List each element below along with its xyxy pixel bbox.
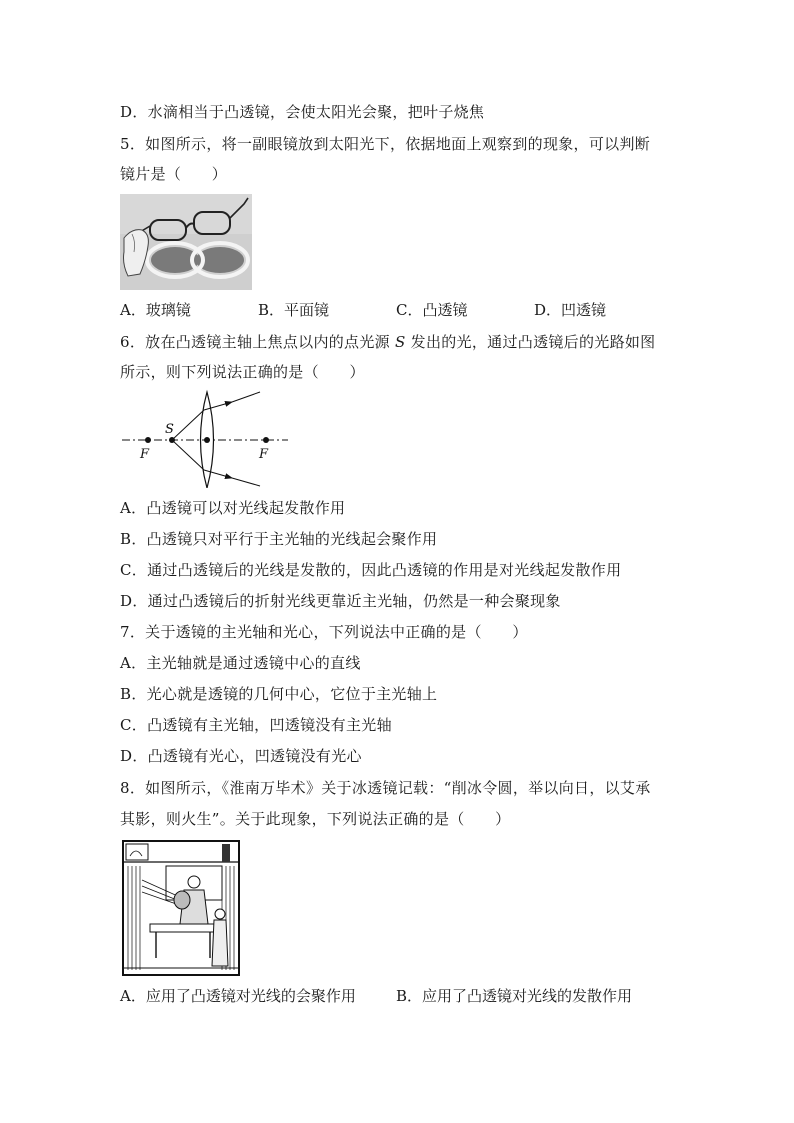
q8-stem-line1: 8．如图所示，《淮南万毕术》关于冰透镜记载：“削冰令圆，举以向日，以艾承 xyxy=(120,779,651,797)
q6-label-f-left: F xyxy=(140,447,150,462)
q8-ancient-illustration xyxy=(122,840,240,976)
q7-option-a[interactable]: A．主光轴就是通过透镜中心的直线 xyxy=(120,654,361,672)
q7-option-b[interactable]: B．光心就是透镜的几何中心，它位于主光轴上 xyxy=(120,685,438,703)
q5-option-c[interactable]: C．凸透镜 xyxy=(396,301,468,319)
q8-option-b[interactable]: B．应用了凸透镜对光线的发散作用 xyxy=(396,987,633,1005)
prev-question-option-d: D．水滴相当于凸透镜，会使太阳光会聚，把叶子烧焦 xyxy=(120,103,485,121)
q8-option-a[interactable]: A．应用了凸透镜对光线的会聚作用 xyxy=(120,987,356,1005)
q6-label-f-right: F xyxy=(259,447,269,462)
q7-option-d[interactable]: D．凸透镜有光心，凹透镜没有光心 xyxy=(120,747,362,765)
q6-label-s: S xyxy=(165,422,174,437)
q6-option-d[interactable]: D．通过凸透镜后的折射光线更靠近主光轴，仍然是一种会聚现象 xyxy=(120,592,561,610)
q6-option-a[interactable]: A．凸透镜可以对光线起发散作用 xyxy=(120,499,346,517)
q6-option-b[interactable]: B．凸透镜只对平行于主光轴的光线起会聚作用 xyxy=(120,530,438,548)
q6-stem-text-a: 6．放在凸透镜主轴上焦点以内的点光源 xyxy=(120,333,396,351)
q5-option-a[interactable]: A．玻璃镜 xyxy=(120,301,191,319)
q6-stem-text-b: 发出的光，通过凸透镜后的光路如图 xyxy=(405,333,656,351)
q6-option-c[interactable]: C．通过凸透镜后的光线是发散的，因此凸透镜的作用是对光线起发散作用 xyxy=(120,561,622,579)
q6-stem-line1 xyxy=(120,332,655,352)
q7-option-c[interactable]: C．凸透镜有主光轴，凹透镜没有主光轴 xyxy=(120,716,392,734)
q5-stem-line1: 5．如图所示，将一副眼镜放到太阳光下，依据地面上观察到的现象，可以判断 xyxy=(120,135,651,153)
q6-stem-line2: 所示，则下列说法正确的是（ ） xyxy=(120,363,365,381)
q5-glasses-figure xyxy=(120,194,252,290)
q5-stem-line2: 镜片是（ ） xyxy=(120,165,228,183)
q7-stem: 7．关于透镜的主光轴和光心，下列说法中正确的是（ ） xyxy=(120,623,528,641)
q8-stem-line2: 其影，则火生”。关于此现象，下列说法正确的是（ ） xyxy=(120,810,511,828)
q6-stem-source-symbol: S xyxy=(395,333,406,351)
q5-option-d[interactable]: D．凹透镜 xyxy=(534,301,607,319)
q5-option-b[interactable]: B．平面镜 xyxy=(258,301,330,319)
q6-lens-diagram xyxy=(120,388,290,488)
